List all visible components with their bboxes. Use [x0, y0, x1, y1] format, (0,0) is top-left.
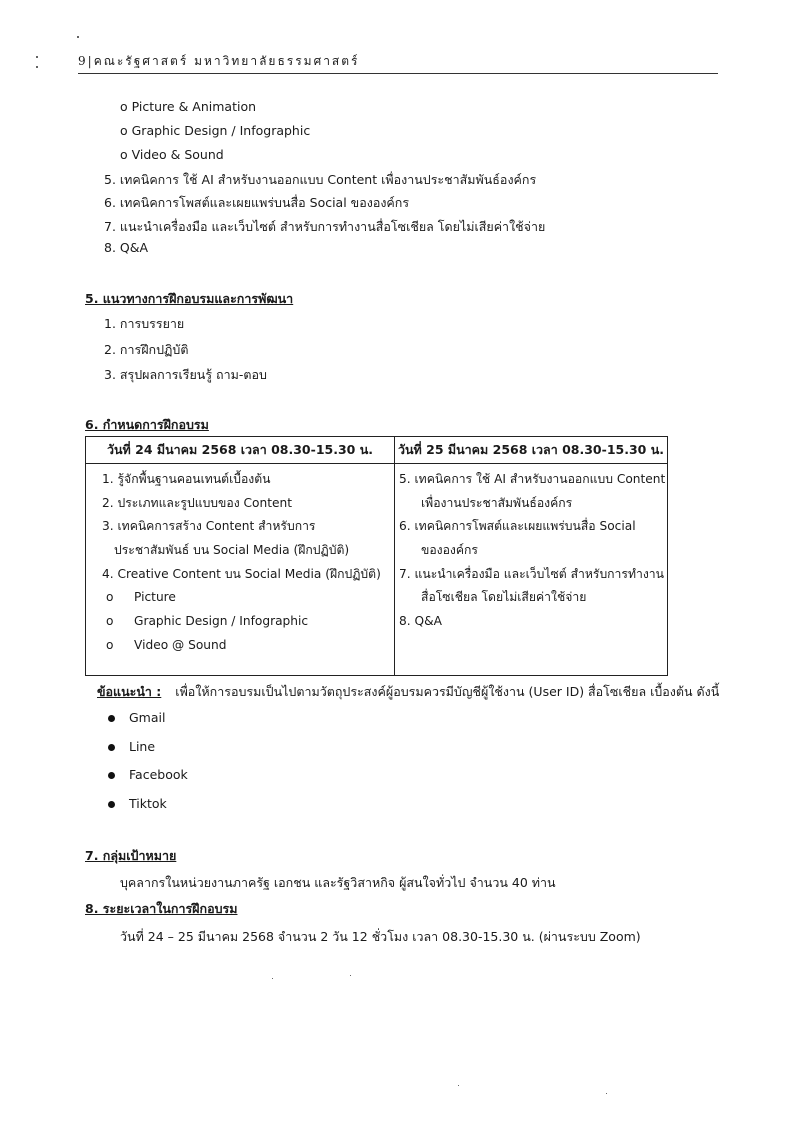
account-name: Tiktok: [129, 796, 167, 811]
schedule-table: [85, 436, 668, 676]
day2-header: วันที่ 25 มีนาคม 2568 เวลา 08.30-15.30 น.: [395, 437, 668, 464]
day1-header: วันที่ 24 มีนาคม 2568 เวลา 08.30-15.30 น.: [86, 437, 395, 464]
method-item-1: 1. การบรรยาย: [104, 316, 185, 331]
page-number: 9: [78, 54, 88, 68]
bullet-text: Graphic Design / Infographic: [134, 614, 309, 629]
topic-item-5: 5. เทคนิคการ ใช้ AI สำหรับงานออกแบบ Content เพื่องานประชาสัมพันธ์องค์กร: [104, 172, 537, 187]
account-item-tiktok: [108, 796, 167, 811]
target-group-text: บุคลากรในหน่วยงานภาครัฐ เอกชน และรัฐวิสาหกิจ ผู้สนใจทั่วไป จำนวน 40 ท่าน: [120, 875, 556, 890]
advice-label: ข้อแนะนำ :: [97, 684, 162, 699]
scan-speck: [458, 1085, 459, 1086]
bullet-text: Video @ Sound: [134, 637, 227, 652]
bullet-dot-icon: [108, 772, 115, 779]
account-name: Line: [129, 739, 156, 754]
sub-item-picture-animation: o Picture & Animation: [120, 99, 257, 114]
section-8-heading: 8. ระยะเวลาในการฝึกอบรม: [85, 901, 238, 916]
section-6-heading: 6. กำหนดการฝึกอบรม: [85, 417, 209, 432]
day2-line-1: 5. เทคนิคการ ใช้ AI สำหรับงานออกแบบ Content: [399, 472, 666, 486]
advice-text: เพื่อให้การอบรมเป็นไปตามวัตถุประสงค์ผู้อบรมควรมีบัญชีผู้ใช้งาน (User ID) สื่อโซเชียล เบื้องต้น ดังนี้: [175, 684, 720, 699]
day2-line-5: 7. แนะนำเครื่องมือ และเว็บไซต์ สำหรับการทำงาน: [399, 566, 664, 581]
bullet-text: Picture: [134, 590, 176, 605]
account-item-gmail: [108, 710, 165, 725]
duration-text: วันที่ 24 – 25 มีนาคม 2568 จำนวน 2 วัน 12 ชั่วโมง เวลา 08.30-15.30 น. (ผ่านระบบ Zoom): [120, 929, 641, 944]
day2-line-3: 6. เทคนิคการโพสต์และเผยแพร่บนสื่อ Social: [399, 519, 636, 534]
scan-speck: [77, 36, 79, 38]
day1-bullet-video: [86, 634, 394, 658]
day1-line-5: 4. Creative Content บน Social Media (ฝึกปฏิบัติ): [102, 566, 381, 581]
bullet-dot-icon: [108, 744, 115, 751]
method-item-2: 2. การฝึกปฏิบัติ: [104, 342, 189, 357]
account-item-facebook: [108, 767, 188, 782]
advice-line: [97, 682, 719, 702]
bullet-dot-icon: [108, 801, 115, 808]
topic-item-8: 8. Q&A: [104, 240, 149, 255]
bullet-marker: o: [106, 590, 114, 605]
account-name: Gmail: [129, 710, 166, 725]
day1-cell: [86, 464, 395, 676]
day2-line-2: เพื่องานประชาสัมพันธ์องค์กร: [421, 495, 573, 510]
day1-line-1: 1. รู้จักพื้นฐานคอนเทนต์เบื้องต้น: [102, 472, 271, 486]
account-item-line: [108, 739, 155, 754]
day1-line-2: 2. ประเภทและรูปแบบของ Content: [102, 495, 292, 510]
sub-item-graphic-design: o Graphic Design / Infographic: [120, 123, 311, 138]
day1-bullet-graphic: [86, 610, 394, 634]
day2-line-6: สื่อโซเชียล โดยไม่เสียค่าใช้จ่าย: [421, 590, 587, 605]
section-7-heading: 7. กลุ่มเป้าหมาย: [85, 848, 177, 863]
topic-item-7: 7. แนะนำเครื่องมือ และเว็บไซต์ สำหรับการทำงานสื่อโซเชียล โดยไม่เสียค่าใช้จ่าย: [104, 219, 546, 234]
day1-line-3: 3. เทคนิคการสร้าง Content สำหรับการ: [102, 519, 316, 534]
day1-bullet-picture: [86, 586, 394, 610]
sub-item-video-sound: o Video & Sound: [120, 147, 224, 162]
scan-speck: [272, 978, 273, 979]
day1-line-4: ประชาสัมพันธ์ บน Social Media (ฝึกปฏิบัติ): [114, 543, 350, 558]
method-item-3: 3. สรุปผลการเรียนรู้ ถาม-ตอบ: [104, 367, 267, 382]
section-5-heading: 5. แนวทางการฝึกอบรมและการพัฒนา: [85, 291, 294, 306]
scan-speck: [36, 66, 38, 68]
scan-speck: [36, 56, 38, 58]
bullet-dot-icon: [108, 715, 115, 722]
header-institution: คณะรัฐศาสตร์ มหาวิทยาลัยธรรมศาสตร์: [93, 54, 360, 68]
day2-line-7: 8. Q&A: [399, 614, 442, 629]
day2-cell: [395, 464, 668, 676]
page-header: 9|คณะรัฐศาสตร์ มหาวิทยาลัยธรรมศาสตร์: [78, 52, 718, 74]
bullet-marker: o: [106, 614, 114, 629]
bullet-marker: o: [106, 637, 114, 652]
scan-speck: [606, 1093, 607, 1094]
scan-speck: [350, 975, 351, 976]
day2-line-4: ขององค์กร: [421, 543, 478, 558]
account-name: Facebook: [129, 767, 188, 782]
topic-item-6: 6. เทคนิคการโพสต์และเผยแพร่บนสื่อ Social ขององค์กร: [104, 195, 410, 210]
